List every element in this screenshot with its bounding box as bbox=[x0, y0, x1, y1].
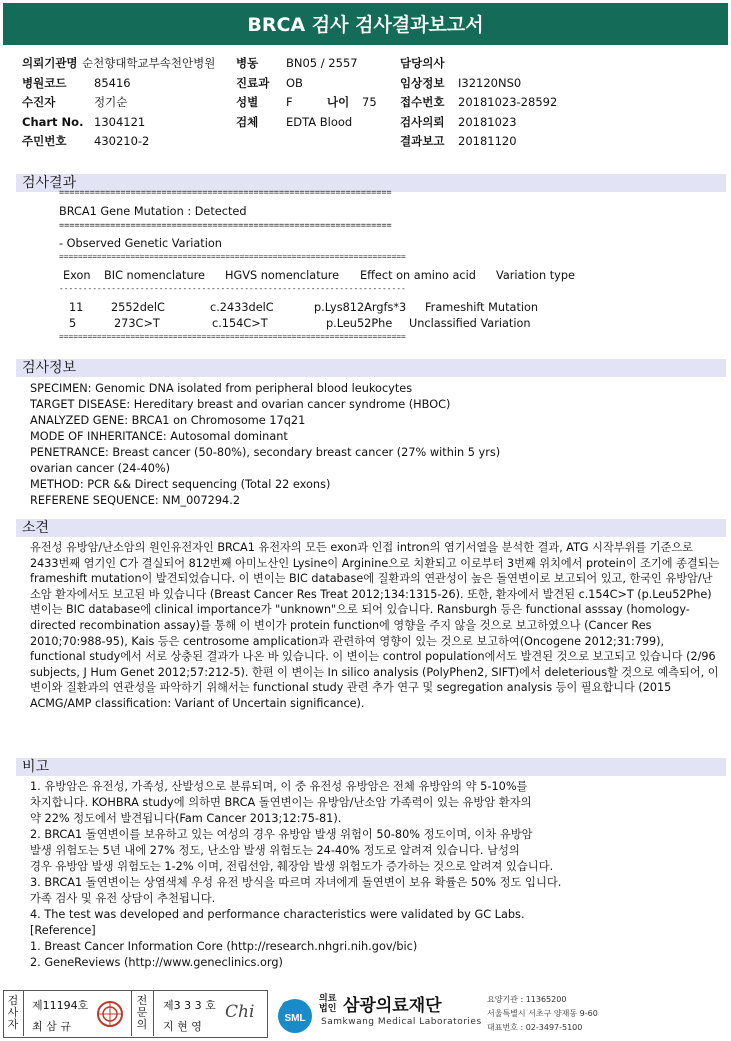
col-exon: Exon bbox=[63, 269, 91, 282]
org-logo-icon bbox=[275, 994, 315, 1034]
variant-type: Unclassified Variation bbox=[409, 317, 531, 330]
report-date-label: 결과보고 bbox=[400, 134, 445, 148]
reference-item: 2. GeneReviews (http://www.geneclinics.org) bbox=[30, 956, 283, 969]
col-bic: BIC nomenclature bbox=[104, 269, 205, 282]
remark-line: 2. BRCA1 돌연변이를 보유하고 있는 여성의 경우 유방암 발생 위험이 50-80% 정도이며, 이차 유방암 bbox=[30, 828, 533, 841]
opinion-heading: 소견 bbox=[16, 519, 726, 537]
org-phone: 대표번호 : 02-3497-5100 bbox=[487, 1023, 583, 1032]
resident-label: 주민번호 bbox=[22, 134, 67, 148]
remark-line: 발생 위험도는 5년 내에 27% 정도, 난소암 발생 위험도는 24-40% 정도로 알려져 있습니다. 남성의 bbox=[30, 844, 520, 857]
col-effect: Effect on amino acid bbox=[360, 269, 476, 282]
info-method: METHOD: PCR && Direct sequencing (Total 22 exons) bbox=[30, 478, 331, 491]
info-target-disease: TARGET DISEASE: Hereditary breast and ovarian cancer syndrome (HBOC) bbox=[30, 398, 451, 411]
separator: ================================================================= bbox=[59, 188, 392, 198]
remark-line: 차지합니다. KOHBRA study에 의하면 BRCA 돌연변이는 유방암/난소암 가족력이 있는 유방암 환자의 bbox=[30, 796, 532, 809]
info-inheritance: MODE OF INHERITANCE: Autosomal dominant bbox=[30, 430, 288, 443]
variant-effect: p.Lys812Argfs*3 bbox=[314, 301, 407, 314]
clinical-value: I32120NS0 bbox=[458, 76, 522, 90]
variant-effect: p.Leu52Phe bbox=[326, 317, 393, 330]
variant-hgvs: c.2433delC bbox=[210, 301, 274, 314]
remark-line: 가족 검사 및 유전 상담이 추천됩니다. bbox=[30, 892, 216, 905]
separator: ------------------------------------------------------------------------- bbox=[59, 284, 406, 293]
resident-value: 430210-2 bbox=[94, 134, 150, 148]
ward-label: 병동 bbox=[236, 56, 259, 70]
remark-line: 3. BRCA1 돌연변이는 상염색체 우성 유전 방식을 따르며 자녀에게 돌연변이 보유 확률은 50% 정도 입니다. bbox=[30, 876, 562, 889]
institution-value: 순천향대학교부속천안병원 bbox=[82, 56, 216, 70]
divider bbox=[153, 990, 154, 1036]
variant-exon: 11 bbox=[69, 301, 84, 314]
remark-line: 약 22% 정도에서 발견됩니다(Fam Cancer 2013;12:75-81). bbox=[30, 812, 342, 825]
examiner-name: 최 삼 규 bbox=[32, 1020, 71, 1033]
remark-line: 4. The test was developed and performance characteristics were validated by GC Labs. bbox=[30, 908, 525, 921]
dept-label: 진료과 bbox=[236, 76, 270, 90]
examiner-seal bbox=[95, 999, 125, 1029]
request-date: 20181023 bbox=[458, 115, 517, 129]
receipt-label: 접수번호 bbox=[400, 95, 445, 109]
report-footer bbox=[3, 990, 728, 1038]
col-hgvs: HGVS nomenclature bbox=[225, 269, 340, 282]
patient-label: 수진자 bbox=[22, 95, 56, 109]
info-heading: 검사정보 bbox=[16, 359, 726, 377]
remarks-heading: 비고 bbox=[16, 758, 726, 776]
dept-value: OB bbox=[286, 76, 303, 90]
gene-mutation-line: BRCA1 Gene Mutation : Detected bbox=[59, 205, 247, 218]
results-heading: 검사결과 bbox=[16, 174, 726, 192]
doctor-label: 담당의사 bbox=[400, 56, 445, 70]
examiner-license: 제11194호 bbox=[32, 999, 89, 1012]
hospital-code-value: 85416 bbox=[94, 76, 131, 90]
age-value: 75 bbox=[362, 95, 377, 109]
sex-label: 성별 bbox=[236, 95, 259, 109]
report-date: 20181120 bbox=[458, 134, 517, 148]
info-analyzed-gene: ANALYZED GENE: BRCA1 on Chromosome 17q21 bbox=[30, 414, 306, 427]
request-label: 검사의뢰 bbox=[400, 115, 445, 129]
specimen-label: 검체 bbox=[236, 115, 259, 129]
observed-variation-label: - Observed Genetic Variation bbox=[59, 237, 222, 250]
chart-label: Chart No. bbox=[22, 115, 84, 129]
remark-line: 경우 유방암 발생 위험도는 1-2% 이며, 전립선암, 췌장암 발생 위험도가 증가하는 것으로 알려져 있습니다. bbox=[30, 860, 554, 873]
org-address: 서울특별시 서초구 양재동 9-60 bbox=[487, 1009, 598, 1018]
info-penetrance: PENETRANCE: Breast cancer (50-80%), secondary breast cancer (27% within 5 yrs) bbox=[30, 446, 501, 459]
specialist-license: 제3 3 3 호 bbox=[163, 999, 216, 1012]
reference-heading: [Reference] bbox=[30, 924, 96, 937]
specimen-value: EDTA Blood bbox=[286, 115, 353, 129]
org-logo-text: SML bbox=[284, 1013, 306, 1024]
org-english-name: Samkwang Medical Laboratories bbox=[321, 1017, 482, 1027]
divider bbox=[131, 990, 132, 1036]
opinion-text: 유전성 유방암/난소암의 원인유전자인 BRCA1 유전자의 모든 exon과 인접 intron의 염기서열을 분석한 결과, ATG 시작부위를 기준으로 2433번째 염기인 C가 결실되어 812번째 아미노산인 Lysine이 Arginine으로 치환되고 이로부터 3번째 위치에서 protein이 조기에 종결되는 frameshift mutation이 발견되었습니다. 이 변이는 BIC database에 질환과의 연관성이 높은 돌연변이로 보고되어 있고, 한국인 유방암/난소암 환자에서도 보고된 바 있습니다 (Breast Cancer Res Treat 2012;134:1315-26). 또한, 환자에서 발견된 c.154C>T (p.Leu52Phe) 변이는 BIC database에 clinical importance가 "unknown"으로 되어 있습니다. Ransburgh 등은 functional asssay (homology-directed recombination assay)를 통해 이 변이가 protein function에 영향을 주지 않을 것으로 보고하였으나 (Cancer Res 2010;70:988-95), Kais 등은 centrosome amplication과 관련하여 영향이 있는 것으로 보고하여(Oncogene 2012;31:799), functional study에서 서로 상충된 결과가 나온 바 있습니다. 이 변이는 control population에서도 발견된 것으로 보고되고 있습니다 (2/96 subjects, J Hum Genet 2012;57:212-5). 한편 이 변이는 In silico analysis (PolyPhen2, SIFT)에서 deleterious할 것으로 예측되어, 이 변이와 질환과의 연관성을 파악하기 위해서는 functional study 관련 추가 연구 및 segregation analysis 등이 필요합니다 (2015 ACMG/AMP classification: Variant of Uncertain significance). bbox=[30, 541, 720, 710]
hospital-code-label: 병원코드 bbox=[22, 76, 67, 90]
separator: ========================================================================= bbox=[59, 252, 406, 261]
org-name: 삼광의료재단 bbox=[343, 996, 442, 1016]
ward-value: BN05 / 2557 bbox=[286, 56, 358, 70]
receipt-value: 20181023-28592 bbox=[458, 95, 558, 109]
variant-bic: 273C>T bbox=[114, 317, 160, 330]
patient-value: 정기순 bbox=[94, 95, 128, 109]
info-penetrance-cont: ovarian cancer (24-40%) bbox=[30, 462, 171, 475]
remark-line: 1. 유방암은 유전성, 가족성, 산발성으로 분류되며, 이 중 유전성 유방암은 전체 유방암의 약 5-10%를 bbox=[30, 780, 528, 793]
divider bbox=[23, 990, 24, 1036]
signature: Chi bbox=[225, 1002, 255, 1022]
variant-type: Frameshift Mutation bbox=[425, 301, 539, 314]
variant-exon: 5 bbox=[69, 317, 77, 330]
specialist-name: 지 현 영 bbox=[163, 1020, 202, 1033]
examiner-label: 검사자 bbox=[7, 994, 19, 1031]
variant-bic: 2552delC bbox=[111, 301, 165, 314]
org-code: 요양기관 : 11365200 bbox=[487, 995, 567, 1004]
specialist-label: 전문의 bbox=[136, 994, 148, 1031]
info-specimen: SPECIMEN: Genomic DNA isolated from peripheral blood leukocytes bbox=[30, 382, 413, 395]
org-prefix: 의료법인 bbox=[319, 994, 337, 1014]
institution-label: 의뢰기관명 bbox=[22, 56, 78, 70]
report-title: BRCA 검사 검사결과보고서 bbox=[3, 3, 728, 45]
age-label: 나이 bbox=[327, 95, 350, 109]
sex-value: F bbox=[286, 95, 293, 109]
chart-value: 1304121 bbox=[94, 115, 146, 129]
variant-hgvs: c.154C>T bbox=[212, 317, 268, 330]
info-reference-seq: REFERENE SEQUENCE: NM_007294.2 bbox=[30, 494, 241, 507]
separator: ========================================================================= bbox=[59, 332, 406, 341]
clinical-label: 임상정보 bbox=[400, 76, 445, 90]
separator: ================================================================= bbox=[59, 221, 392, 231]
reference-item: 1. Breast Cancer Information Core (http://research.nhgri.nih.gov/bic) bbox=[30, 940, 418, 953]
col-type: Variation type bbox=[496, 269, 575, 282]
